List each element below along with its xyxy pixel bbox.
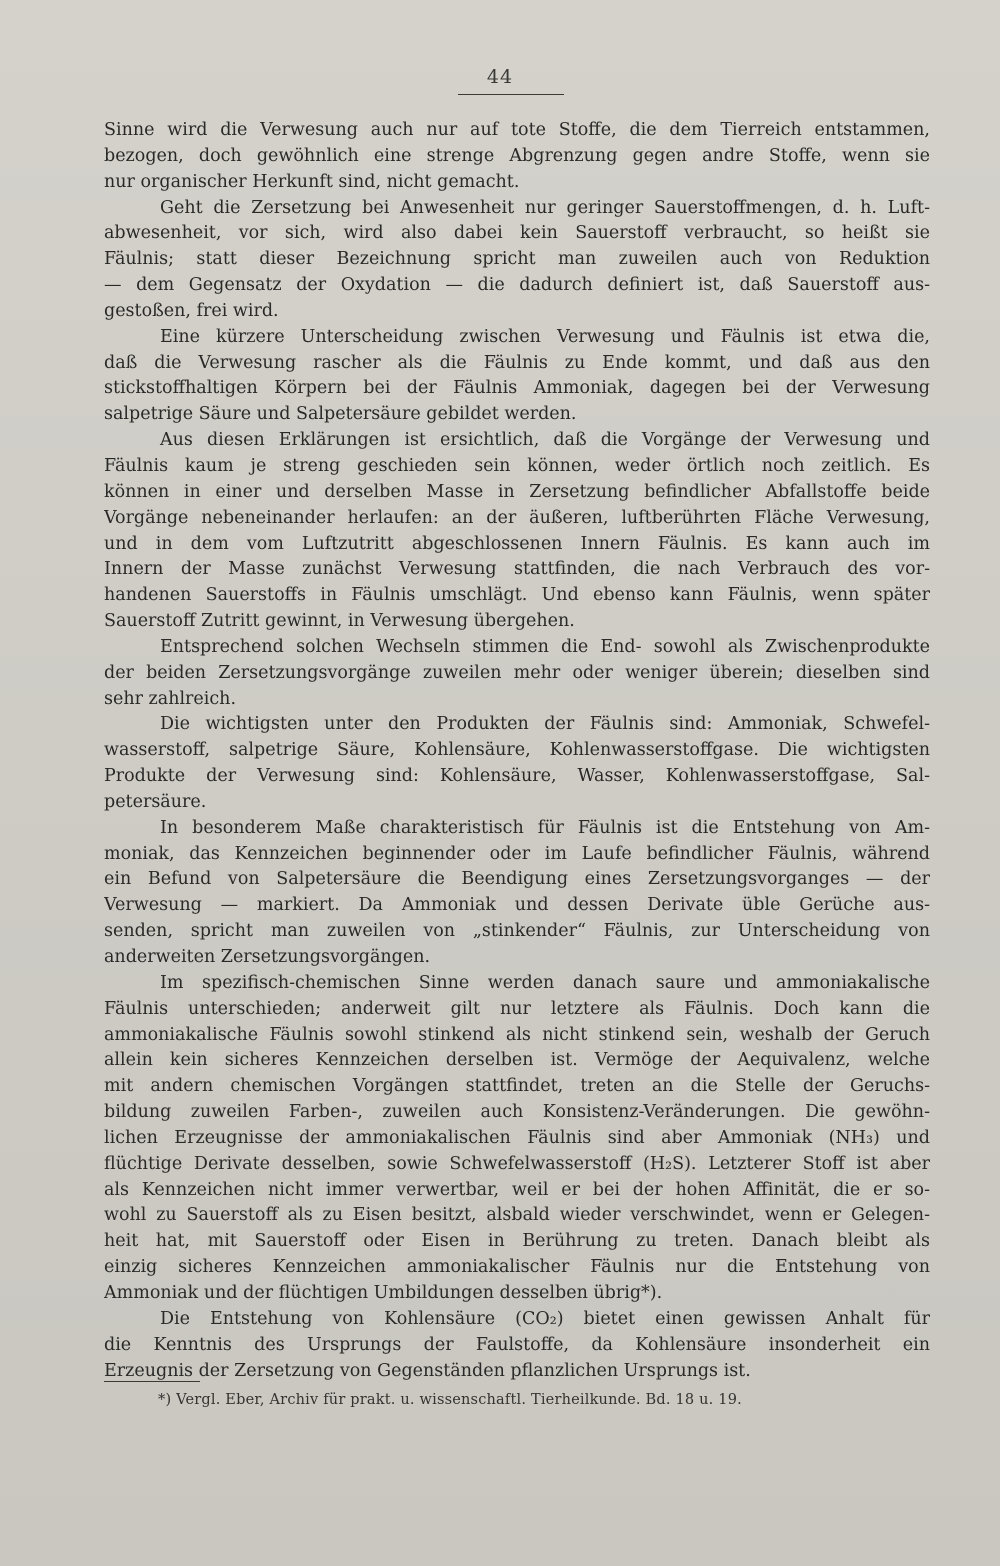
text-line: Fäulnis; statt dieser Bezeichnung spricht man zuweilen auch von Reduktion: [104, 249, 930, 270]
text-line: petersäure.: [104, 791, 207, 812]
text-line: wasserstoff, salpetrige Säure, Kohlensäure, Kohlenwasserstoffgase. Die wichtigsten: [104, 740, 930, 761]
text-line: Verwesung — markiert. Da Ammoniak und dessen Derivate üble Gerüche aus-: [104, 895, 930, 916]
page-number: 44: [486, 66, 514, 88]
text-line: Eine kürzere Unterscheidung zwischen Verwesung und Fäulnis ist etwa die,: [160, 326, 930, 347]
footnote: *) Vergl. Eber, Archiv für prakt. u. wissenschaftl. Tierheilkunde. Bd. 18 u. 19.: [158, 1392, 742, 1408]
page-number-rule: [458, 94, 564, 95]
text-line: Erzeugnis der Zersetzung von Gegenständen pflanzlichen Ursprungs ist.: [104, 1360, 751, 1381]
text-line: als Kennzeichen nicht immer verwertbar, weil er bei der hohen Affinität, die er so-: [104, 1179, 930, 1200]
text-line: — dem Gegensatz der Oxydation — die dadurch definiert ist, daß Sauerstoff aus-: [104, 275, 930, 296]
text-line: gestoßen, frei wird.: [104, 300, 279, 321]
text-line: Sauerstoff Zutritt gewinnt, in Verwesung übergehen.: [104, 611, 575, 632]
text-line: salpetrige Säure und Salpetersäure gebildet werden.: [104, 404, 577, 425]
text-line: wohl zu Sauerstoff als zu Eisen besitzt, alsbald wieder verschwindet, wenn er Gelegen-: [104, 1205, 930, 1226]
text-line: ammoniakalische Fäulnis sowohl stinkend als nicht stinkend sein, weshalb der Geruch: [104, 1024, 930, 1045]
text-line: allein kein sicheres Kennzeichen derselben ist. Vermöge der Aequivalenz, welche: [104, 1050, 930, 1071]
text-line: Die Entstehung von Kohlensäure (CO₂) bietet einen gewissen Anhalt für: [160, 1308, 930, 1329]
text-line: Die wichtigsten unter den Produkten der Fäulnis sind: Ammoniak, Schwefel-: [160, 714, 930, 735]
text-line: können in einer und derselben Masse in Zersetzung befindlicher Abfallstoffe beide: [104, 481, 930, 502]
text-line: senden, spricht man zuweilen von „stinkender“ Fäulnis, zur Unterscheidung von: [104, 921, 930, 942]
text-line: Im spezifisch-chemischen Sinne werden danach saure und ammoniakalische: [160, 972, 930, 993]
text-line: sehr zahlreich.: [104, 688, 237, 709]
text-line: mit andern chemischen Vorgängen stattfindet, treten an die Stelle der Geruchs-: [104, 1076, 930, 1097]
text-line: heit hat, mit Sauerstoff oder Eisen in Berührung zu treten. Danach bleibt als: [104, 1231, 930, 1252]
text-line: und in dem vom Luftzutritt abgeschlossenen Innern Fäulnis. Es kann auch im: [104, 533, 930, 554]
text-line: Produkte der Verwesung sind: Kohlensäure, Wasser, Kohlenwasserstoffgase, Sal-: [104, 766, 930, 787]
text-line: die Kenntnis des Ursprungs der Faulstoffe, da Kohlensäure insonderheit ein: [104, 1334, 930, 1355]
text-line: abwesenheit, vor sich, wird also dabei kein Sauerstoff verbraucht, so heißt sie: [104, 223, 930, 244]
text-line: Aus diesen Erklärungen ist ersichtlich, daß die Vorgänge der Verwesung und: [160, 430, 930, 451]
footnote-rule: [104, 1381, 200, 1382]
text-line: nur organischer Herkunft sind, nicht gemacht.: [104, 171, 520, 192]
text-line: stickstoffhaltigen Körpern bei der Fäulnis Ammoniak, dagegen bei der Verwesung: [104, 378, 930, 399]
text-line: In besonderem Maße charakteristisch für Fäulnis ist die Entstehung von Am-: [160, 817, 930, 838]
text-line: der beiden Zersetzungsvorgänge zuweilen mehr oder weniger überein; dieselben sind: [104, 662, 930, 683]
text-line: Innern der Masse zunächst Verwesung stattfinden, die nach Verbrauch des vor-: [104, 559, 930, 580]
body-text: [104, 118, 930, 1384]
text-line: flüchtige Derivate desselben, sowie Schwefelwasserstoff (H₂S). Letzterer Stoff ist aber: [104, 1153, 930, 1174]
text-line: Fäulnis kaum je streng geschieden sein können, weder örtlich noch zeitlich. Es: [104, 455, 930, 476]
text-line: lichen Erzeugnisse der ammoniakalischen Fäulnis sind aber Ammoniak (NH₃) und: [104, 1127, 930, 1148]
text-line: Vorgänge nebeneinander herlaufen: an der äußeren, luftberührten Fläche Verwesung,: [104, 507, 930, 528]
text-line: Entsprechend solchen Wechseln stimmen die End- sowohl als Zwischenprodukte: [160, 636, 930, 657]
text-line: daß die Verwesung rascher als die Fäulnis zu Ende kommt, und daß aus den: [104, 352, 930, 373]
text-line: bildung zuweilen Farben-, zuweilen auch Konsistenz-Veränderungen. Die gewöhn-: [104, 1102, 930, 1123]
text-line: anderweiten Zersetzungsvorgängen.: [104, 947, 431, 967]
text-line: einzig sicheres Kennzeichen ammoniakalischer Fäulnis nur die Entstehung von: [104, 1257, 930, 1278]
text-line: Sinne wird die Verwesung auch nur auf tote Stoffe, die dem Tierreich entstammen,: [104, 120, 930, 140]
text-line: Fäulnis unterschieden; anderweit gilt nur letztere als Fäulnis. Doch kann die: [104, 998, 930, 1019]
text-line: bezogen, doch gewöhnlich eine strenge Abgrenzung gegen andre Stoffe, wenn sie: [104, 145, 930, 166]
text-line: handenen Sauerstoffs in Fäulnis umschlägt. Und ebenso kann Fäulnis, wenn später: [104, 585, 930, 606]
text-line: Geht die Zersetzung bei Anwesenheit nur geringer Sauerstoffmengen, d. h. Luft-: [160, 197, 930, 218]
text-line: moniak, das Kennzeichen beginnender oder im Laufe befindlicher Fäulnis, während: [104, 843, 930, 864]
text-line: ein Befund von Salpetersäure die Beendigung eines Zersetzungsvorganges — der: [104, 869, 930, 890]
text-line: Ammoniak und der flüchtigen Umbildungen desselben übrig*).: [104, 1282, 663, 1303]
